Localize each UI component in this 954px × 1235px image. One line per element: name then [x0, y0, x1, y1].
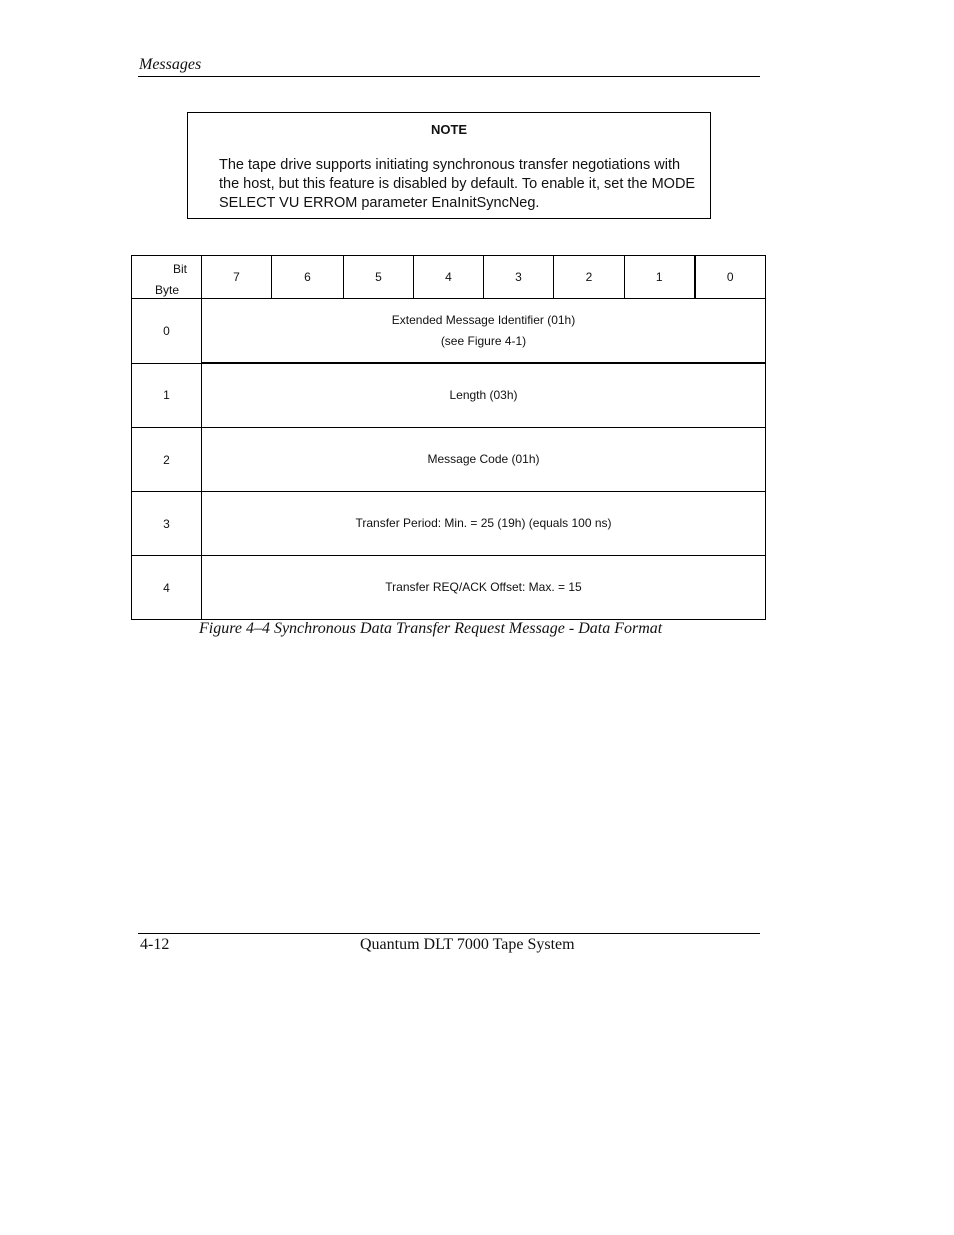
bit-label: Bit	[172, 262, 187, 276]
running-header: Messages	[139, 56, 202, 73]
table-row	[132, 363, 766, 428]
note-title: NOTE	[430, 122, 468, 137]
bit-3-header: 3	[484, 256, 554, 299]
byte-number: 2	[132, 428, 202, 492]
field-text: Extended Message Identifier (01h)	[391, 312, 576, 327]
byte-number: 0	[132, 299, 202, 364]
bit-6-header: 6	[272, 256, 344, 299]
note-box	[187, 112, 711, 219]
field-cell	[202, 556, 766, 620]
data-format-table	[131, 255, 766, 620]
bit-7-header: 7	[202, 256, 272, 299]
figure-caption: Figure 4–4 Synchronous Data Transfer Request Message - Data Format	[199, 620, 663, 637]
table-row	[132, 299, 766, 364]
field-text: Transfer Period: Min. = 25 (19h) (equals 100 ns)	[355, 516, 612, 530]
table-row	[132, 556, 766, 620]
bit-header-row	[132, 256, 766, 299]
byte-number: 1	[132, 363, 202, 428]
header-rule	[138, 76, 760, 77]
page-number: 4-12	[140, 936, 170, 953]
byte-number: 3	[132, 492, 202, 556]
bit-1-header: 1	[625, 256, 695, 299]
byte-number: 4	[132, 556, 202, 620]
field-text: Message Code (01h)	[427, 452, 540, 466]
table-row	[132, 492, 766, 556]
bit-0-header: 0	[695, 256, 766, 299]
note-body: The tape drive supports initiating synchronous transfer negotiations with the host, but this feature is disabled by default. To enable it, set the MODE SELECT VU ERROM parameter EnaInitSyncNeg.	[219, 157, 696, 211]
field-text: Transfer REQ/ACK Offset: Max. = 15	[385, 580, 582, 594]
field-cell	[202, 363, 766, 428]
bit-4-header: 4	[414, 256, 484, 299]
field-cell	[202, 428, 766, 492]
byte-label: Byte	[155, 283, 180, 297]
bit-5-header: 5	[344, 256, 414, 299]
footer-rule	[138, 933, 760, 934]
bit-byte-corner-cell	[132, 256, 202, 299]
table-row	[132, 428, 766, 492]
book-title: Quantum DLT 7000 Tape System	[360, 936, 575, 953]
field-cell	[202, 299, 766, 364]
field-cell	[202, 492, 766, 556]
field-text: (see Figure 4-1)	[440, 333, 527, 348]
field-text: Length (03h)	[449, 388, 518, 402]
bit-2-header: 2	[554, 256, 625, 299]
